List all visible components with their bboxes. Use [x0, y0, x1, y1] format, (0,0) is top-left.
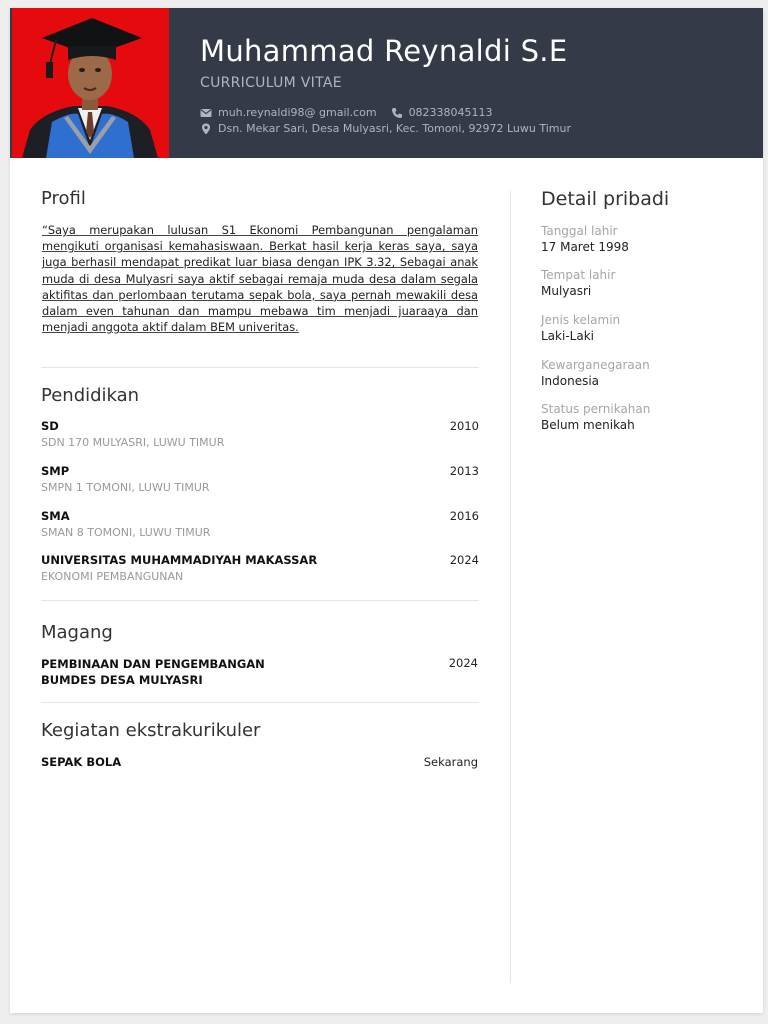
detail-value: Mulyasri [541, 284, 592, 298]
internship-heading: Magang [41, 622, 113, 643]
education-level: UNIVERSITAS MUHAMMADIYAH MAKASSAR [41, 553, 318, 567]
candidate-name: Muhammad Reynaldi S.E [200, 34, 568, 68]
education-year: 2010 [449, 419, 479, 433]
address-row [200, 122, 571, 135]
education-school: SMPN 1 TOMONI, LUWU TIMUR [41, 481, 210, 494]
detail-item [541, 357, 741, 389]
section-divider [41, 600, 479, 601]
education-item [41, 509, 479, 543]
section-divider [41, 367, 479, 368]
education-heading: Pendidikan [41, 385, 140, 406]
detail-item [541, 267, 741, 299]
education-year: 2013 [449, 464, 479, 478]
profile-photo [12, 8, 169, 158]
contact-row [200, 106, 493, 119]
education-item [41, 464, 479, 498]
resume-page [10, 8, 763, 1013]
detail-label: Kewarganegaraan [541, 358, 650, 372]
internship-year: 2024 [448, 656, 478, 670]
email-link[interactable]: muh.reynaldi98@ gmail.com [218, 106, 377, 119]
profile-heading: Profil [41, 188, 86, 209]
phone-number[interactable]: 082338045113 [408, 106, 493, 119]
document-subtitle: CURRICULUM VITAE [200, 75, 342, 91]
map-pin-icon [200, 123, 212, 135]
extracurricular-heading: Kegiatan ekstrakurikuler [41, 720, 261, 741]
education-school: SDN 170 MULYASRI, LUWU TIMUR [41, 436, 225, 449]
education-level: SD [41, 419, 59, 433]
detail-item [541, 223, 741, 255]
detail-value: Indonesia [541, 374, 600, 388]
detail-value: Laki-Laki [541, 329, 594, 343]
column-divider [510, 191, 511, 983]
education-item [41, 419, 479, 453]
profile-text: “Saya merupakan lulusan S1 Ekonomi Pembangunan pengalaman mengikuti organisasi kemahasiswaan. Berkat hasil kerja keras saya, saya juga berhasil mendapat predikat luar biasa dengan IPK 3.32, Sebagai anak muda di desa Mulyasri saya aktif sebagai remaja muda desa dalam segala aktifitas dan perlombaan terutama sepak bola, saya pernah mewakili desa dalam even tahunan dan mampu mebawa tim menjadi juaraaya dan menjadi anggota aktif dalam BEM univeritas. [42, 223, 478, 335]
internship-item: PEMBINAAN DAN PENGEMBANGAN BUMDES DESA MULYASRI [41, 657, 265, 687]
detail-label: Jenis kelamin [541, 313, 621, 327]
extracurricular-item: SEPAK BOLA [41, 755, 122, 769]
envelope-icon [200, 107, 212, 119]
education-item [41, 553, 479, 587]
phone-icon [391, 107, 403, 119]
education-level: SMP [41, 464, 70, 478]
education-school: SMAN 8 TOMONI, LUWU TIMUR [41, 526, 211, 539]
resume-header [10, 8, 763, 158]
extracurricular-period: Sekarang [423, 755, 478, 769]
detail-item [541, 401, 741, 433]
education-year: 2016 [449, 509, 479, 523]
personal-details-heading: Detail pribadi [541, 188, 670, 210]
detail-value: 17 Maret 1998 [541, 240, 629, 254]
detail-label: Tempat lahir [541, 268, 616, 282]
detail-item [541, 312, 741, 344]
detail-value: Belum menikah [541, 418, 635, 432]
detail-label: Status pernikahan [541, 402, 651, 416]
education-school: EKONOMI PEMBANGUNAN [41, 570, 184, 583]
detail-label: Tanggal lahir [541, 224, 618, 238]
education-year: 2024 [449, 553, 479, 567]
address-text: Dsn. Mekar Sari, Desa Mulyasri, Kec. Tomoni, 92972 Luwu Timur [218, 122, 571, 135]
education-level: SMA [41, 509, 70, 523]
section-divider [41, 702, 479, 703]
